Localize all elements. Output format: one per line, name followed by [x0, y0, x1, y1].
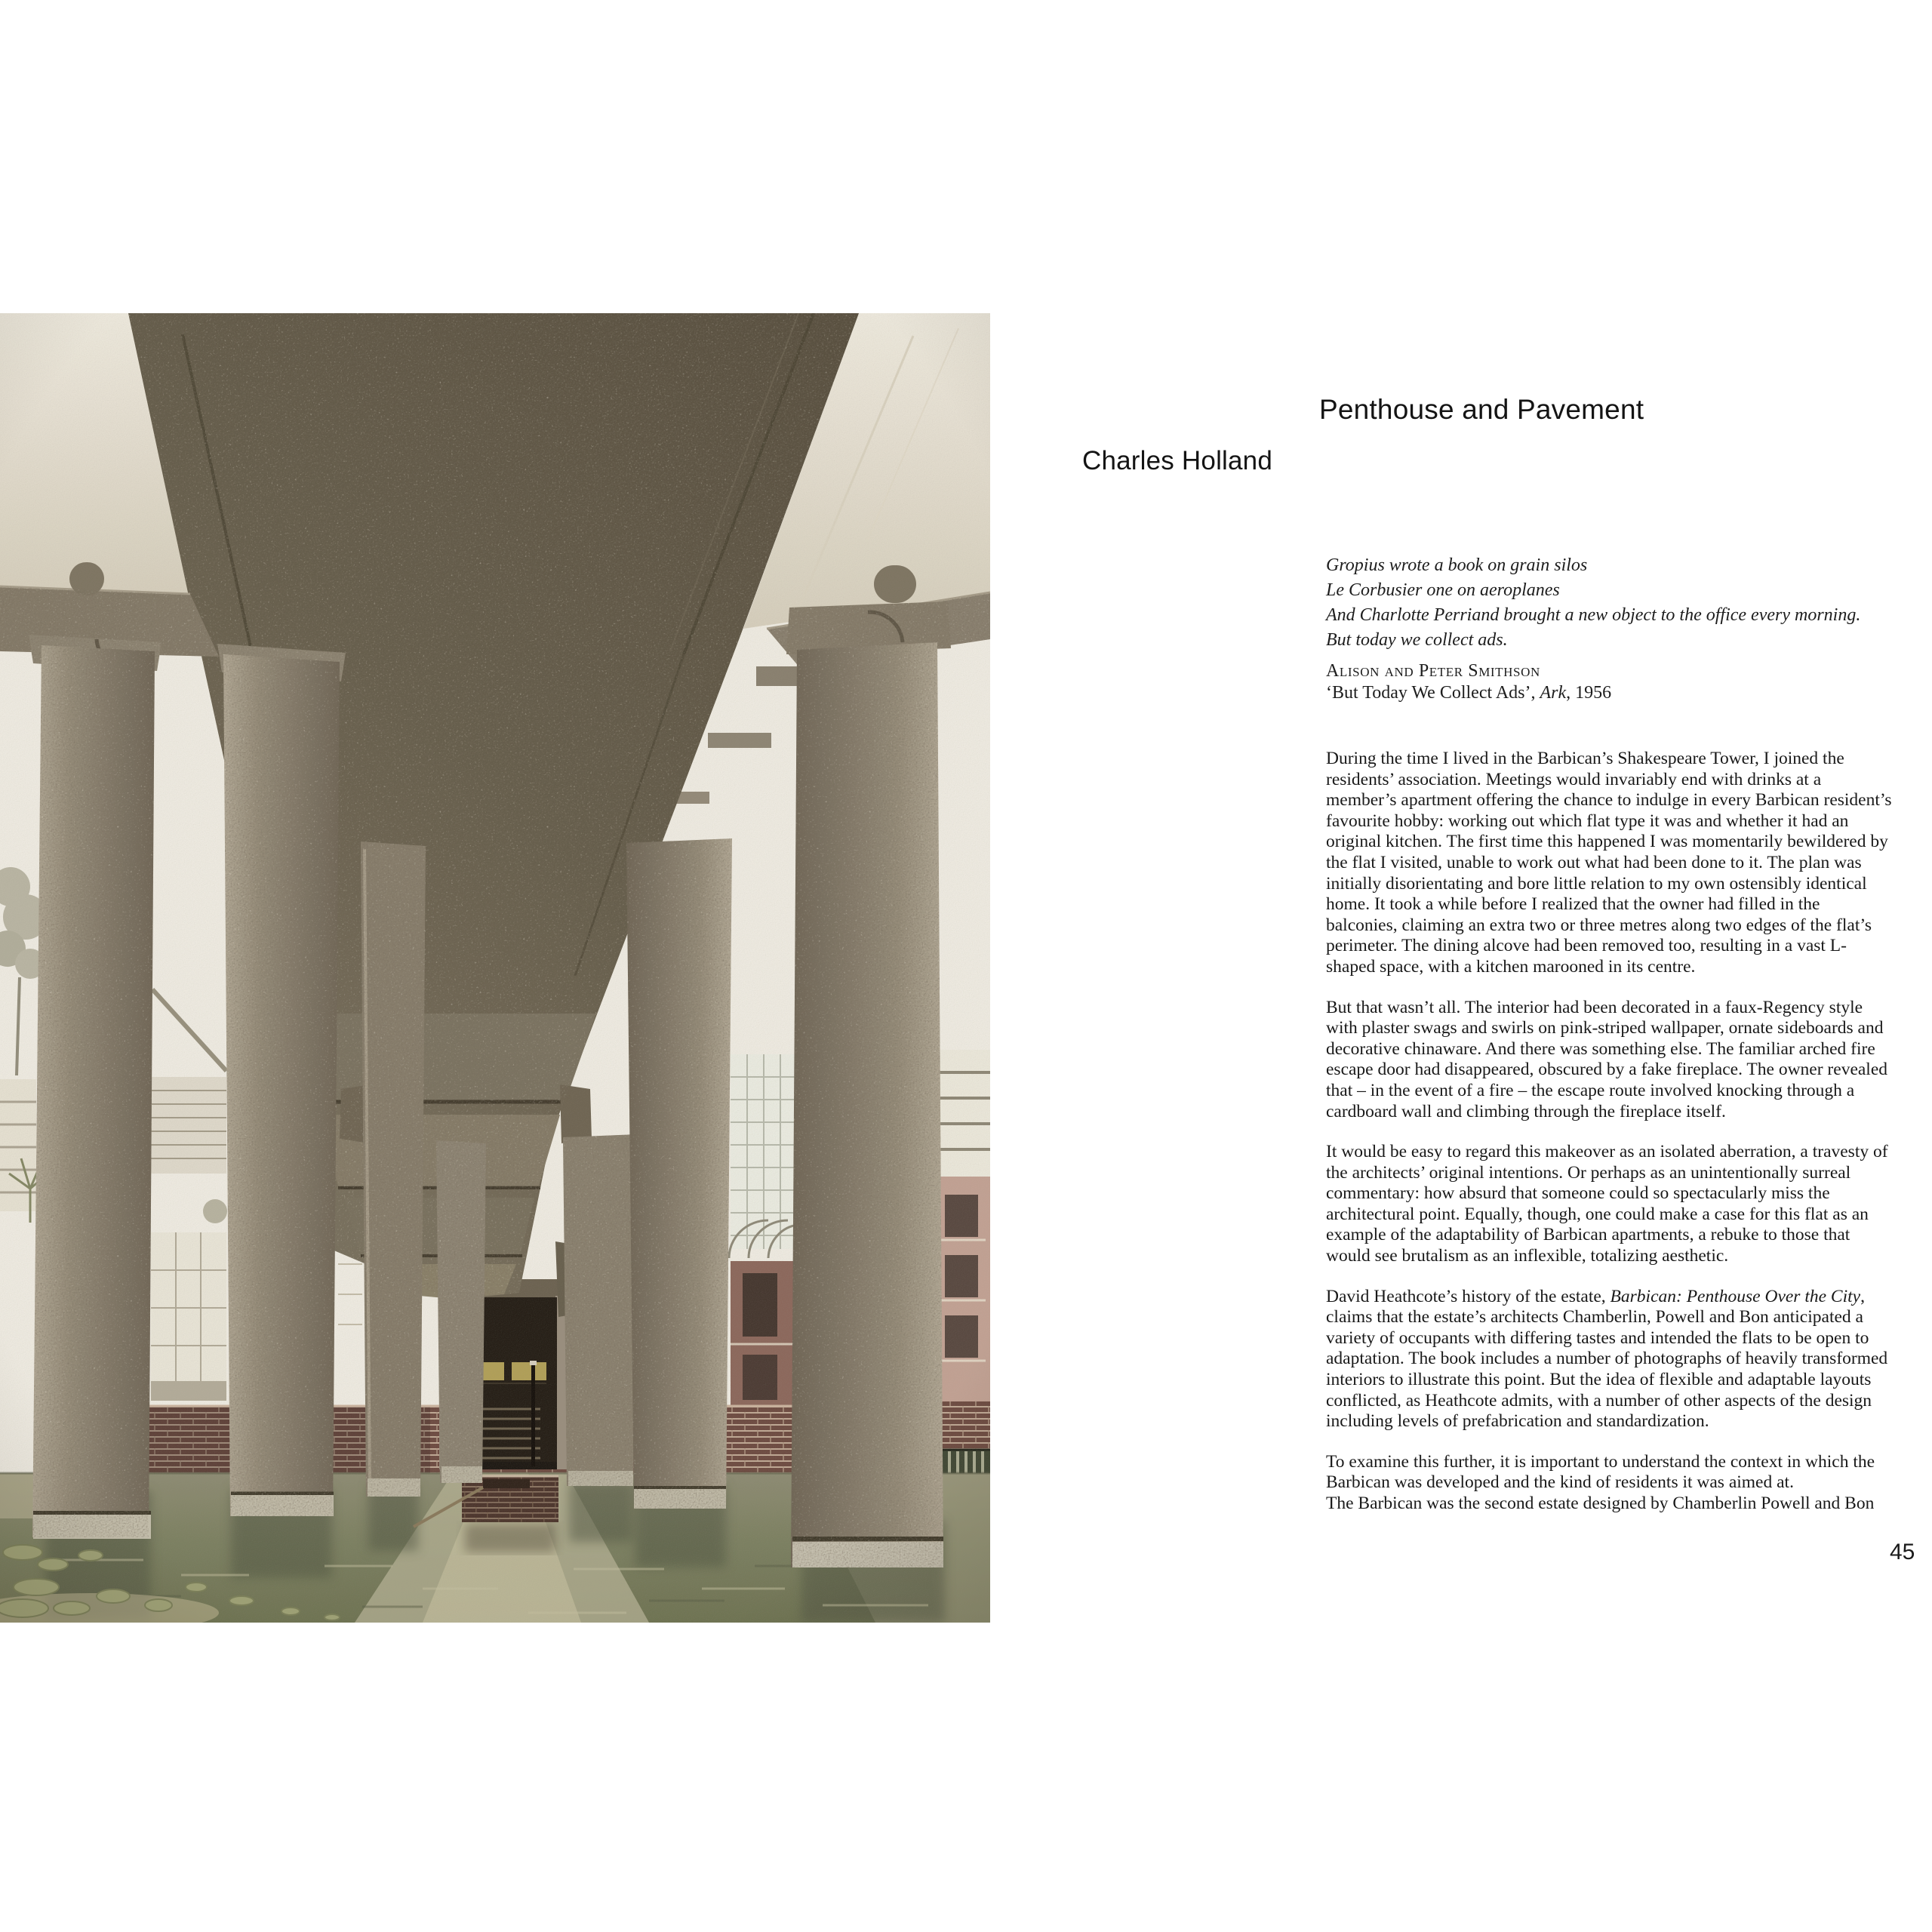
- body-paragraph: David Heathcote’s history of the estate, Barbican: Penthouse Over the City, claims that the estate’s architects Chamberlin, Powell and Bon anticipated a variety of occupants with differing tastes and intended the flats to be open to adaptation. The book includes a number of photographs of heavily transformed interiors to illustrate this point. But the idea of flexible and adaptable layouts conflicted, as Heathcote admits, with a number of other aspects of the design including levels of prefabrication and standardization.: [1326, 1286, 1888, 1432]
- essay-title: Penthouse and Pavement: [1319, 393, 1644, 425]
- barbican-photo: [0, 313, 990, 1623]
- attribution-source: ‘But Today We Collect Ads’, Ark, 1956: [1326, 683, 1612, 703]
- epigraph: [1326, 553, 1900, 653]
- body-paragraph: It would be easy to regard this makeover as an isolated aberration, a travesty of the architects’ original intentions. Or perhaps as an unintentionally surreal commentary: how absurd that someone could so spectacularly miss the architectural point. Equally, though, one could make a case for this flat as an example of the adaptability of Barbican apartments, a rebuke to those that would see brutalism as an inflexible, totalizing aesthetic.: [1326, 1142, 1888, 1266]
- body-paragraph: To examine this further, it is important to understand the context in which the Barbican was developed and the kind of residents it was aimed at. The Barbican was the second estate designed by Chamberlin Powell and Bon: [1326, 1451, 1875, 1513]
- epigraph-line: Gropius wrote a book on grain silos: [1326, 555, 1588, 575]
- page-number: 45: [1890, 1540, 1915, 1564]
- epigraph-line: Le Corbusier one on aeroplanes: [1326, 580, 1560, 600]
- essay-author: Charles Holland: [1082, 446, 1273, 475]
- body-paragraph: During the time I lived in the Barbican’s Shakespeare Tower, I joined the residents’ association. Meetings would invariably end with drinks at a member’s apartment offering the chance to indulge in every Barbican resident’s favourite hobby: working out which flat type it was and whether it had an original kitchen. The first time this happened I was momentarily bewildered by the flat I visited, unable to work out what had been done to it. The plan was initially disorientating and bore little relation to my own ostensibly identical home. It took a while before I realized that the owner had filled in the balconies, claiming an extra two or three metres along two edges of the flat’s perimeter. The dining alcove had been removed too, resulting in a vast L-shaped space, with a kitchen marooned in its centre.: [1326, 749, 1892, 977]
- epigraph-line: But today we collect ads.: [1326, 630, 1508, 650]
- attribution-name: Alison and Peter Smithson: [1326, 661, 1540, 681]
- body-paragraph: But that wasn’t all. The interior had been decorated in a faux-Regency style with plaster swags and swirls on pink-striped wallpaper, ornate sideboards and decorative chinaware. And there was something else. The familiar arched fire escape door had disappeared, obscured by a fake fireplace. The owner revealed that – in the event of a fire – the escape route involved knocking through a cardboard wall and climbing through the fireplace itself.: [1326, 997, 1888, 1121]
- essay-body: [1326, 749, 1894, 1534]
- epigraph-line: And Charlotte Perriand brought a new object to the office every morning.: [1326, 605, 1861, 625]
